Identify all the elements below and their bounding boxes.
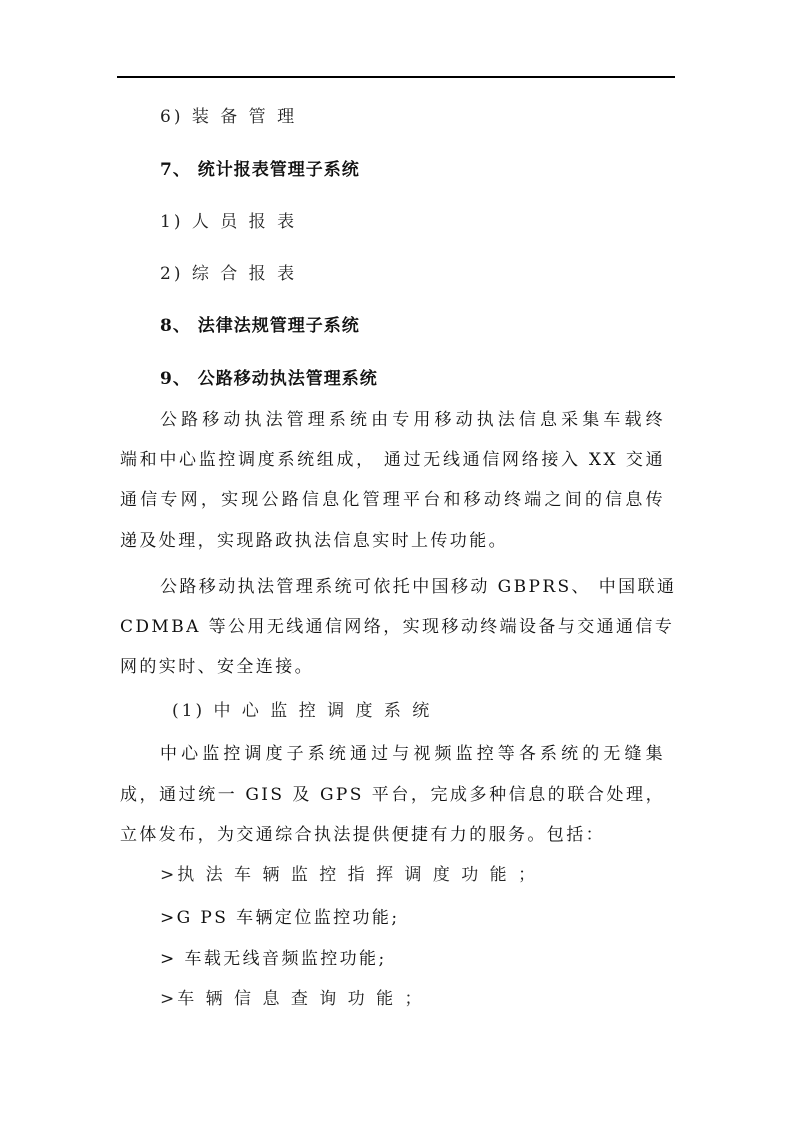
paragraph-3-line-1: 中心监控调度子系统通过与视频监控等各系统的无缝集 xyxy=(160,744,665,764)
header-rule xyxy=(117,76,675,78)
paragraph-1-line-4: 递及处理，实现路政执法信息实时上传功能。 xyxy=(120,531,508,551)
list-item-personnel-report: 1) 人 员 报 表 xyxy=(160,212,298,232)
paragraph-3-line-2: 成，通过统一 GIS 及 GPS 平台，完成多种信息的联合处理， xyxy=(120,785,665,805)
list-item-summary-report: 2) 综 合 报 表 xyxy=(160,264,298,284)
feature-item-dispatch: >执 法 车 辆 监 控 指 挥 调 度 功 能 ； xyxy=(160,865,539,885)
paragraph-2-line-3: 网的实时、安全连接。 xyxy=(120,657,314,677)
list-item-equipment: 6) 装 备 管 理 xyxy=(160,107,298,127)
paragraph-2-line-1: 公路移动执法管理系统可依托中国移动 GBPRS、 中国联通 xyxy=(160,577,677,597)
paragraph-1-line-3: 通信专网，实现公路信息化管理平台和移动终端之间的信息传 xyxy=(120,490,665,510)
section-heading-mobile-enforcement: 9、 公路移动执法管理系统 xyxy=(160,369,378,389)
subheading-central-monitoring: (1) 中 心 监 控 调 度 系 统 xyxy=(172,701,433,721)
paragraph-1-line-2: 端和中心监控调度系统组成， 通过无线通信网络接入 XX 交通 xyxy=(120,450,665,470)
feature-item-audio: > 车载无线音频监控功能; xyxy=(160,949,387,969)
feature-item-vehicle-query: >车 辆 信 息 查 询 功 能 ； xyxy=(160,989,425,1009)
paragraph-3-line-3: 立体发布，为交通综合执法提供便捷有力的服务。包括： xyxy=(120,825,605,845)
feature-item-gps: >G PS 车辆定位监控功能; xyxy=(160,908,400,928)
paragraph-1-line-1: 公路移动执法管理系统由专用移动执法信息采集车载终 xyxy=(160,410,665,430)
section-heading-statistics: 7、 统计报表管理子系统 xyxy=(160,160,360,180)
paragraph-2-line-2: CDMBA 等公用无线通信网络，实现移动终端设备与交通通信专 xyxy=(120,617,675,637)
section-heading-laws: 8、 法律法规管理子系统 xyxy=(160,316,360,336)
